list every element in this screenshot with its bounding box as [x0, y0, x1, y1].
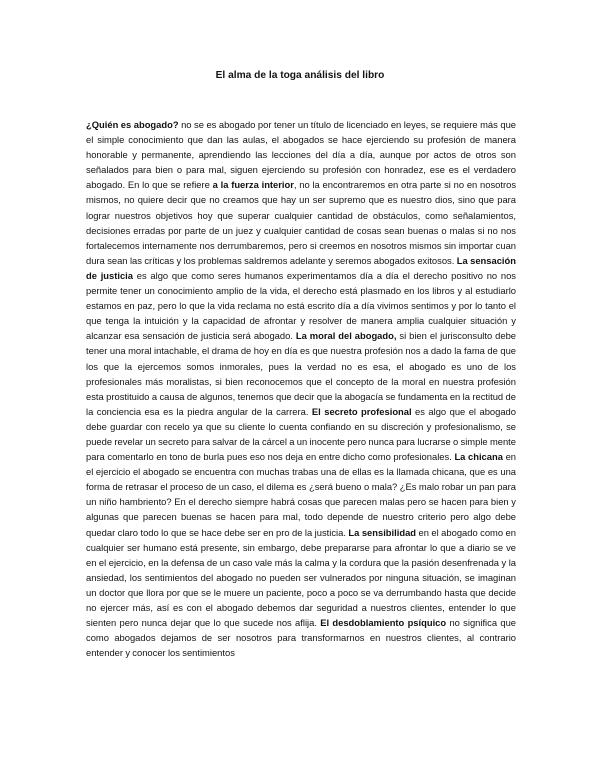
section-heading: La sensación de justicia: [86, 254, 516, 281]
section-text: no significa que como abogados dejamos de ser nosotros para transformarnos en nuestros clientes, al contrario entender y conocer los sentimientos: [86, 617, 516, 659]
document-title: El alma de la toga análisis del libro: [215, 70, 385, 81]
section-text: en el abogado como en cualquier ser humano está presente, sin embargo, debe prepararse para afrontar lo que a diario se ve en el ejercicio, en la defensa de un caso vale más la calma y la cordura que la pasión desenfrenada y la ansiedad, los sentimientos del abogado no pueden ser vulnerados por ninguna situación, se imaginan un doctor que llora por que se le muere un paciente, poco a poco se va derrumbando hasta que decide no ejercer más, así es con el abogado debemos dar seguridad a nuestros clientes, entender lo que sienten pero nunca dejar que lo que sucede nos aflija.: [86, 526, 516, 629]
document-body: [86, 117, 516, 660]
section-text: , no la encontraremos en otra parte si no en nosotros mismos, no quiere decir que no creamos que hay un ser supremo que es nuestro dios, sino que para lograr nuestros objetivos hoy que superar cualquier cantidad de obstáculos, como señalamientos, decisiones erradas por parte de un juez y cualquier cantidad de cosas sean buenas o malas si no nos fortalecemos internamente nos derrumbaremos, pero si creemos en nosotros mismos sin importar cuan dura sean las críticas y los problemas saldremos adelante y seremos abogados exitosos.: [86, 179, 517, 266]
body-paragraph: [86, 117, 516, 660]
section-text: no se es abogado por tener un título de licenciado en leyes, se requiere más que el simple conocimiento que dan las aulas, el abogados se hace ejerciendo su profesión de manera honorable y permanente, aprendiendo las lecciones del día a día, aunque por actos de otros son señalados para bien o para mal, siguen ejerciendo su profesión con honradez, ese es el verdadero abogado. En lo que se refiere: [86, 119, 516, 191]
section-heading: El desdoblamiento psíquico: [320, 617, 447, 629]
section-heading: a la fuerza interior: [212, 179, 294, 191]
section-text: es algo que el abogado debe guardar con recelo ya que su cliente lo cuenta confiando en su discreción y profesionalismo, se puede revelar un secreto para salvar de la cárcel a un inocente pero nunca para lucrarse o simple mente para comentarlo en tono de burla pues eso nos deja en entre dicho como profesionales.: [86, 405, 516, 463]
section-text: en el ejercicio el abogado se encuentra con muchas trabas una de ellas es la llamada chicana, que es una forma de retrasar el proceso de un caso, el dilema es ¿será bueno o mala? ¿Es malo robar un pan para un niño hambriento? En el derecho siempre habrá cosas que parecen malas pero se hacen para bien y algunas que parecen buenas se hacen para mal, todo depende de nuestro criterio pero algo debe quedar claro todo lo que se hace debe ser en pro de la justicia.: [86, 451, 517, 538]
section-heading: ¿Quién es abogado?: [86, 119, 179, 130]
section-heading: La chicana: [454, 451, 503, 463]
section-heading: La moral del abogado,: [295, 330, 397, 342]
section-heading: El secreto profesional: [311, 405, 412, 417]
section-text: si bien el jurisconsulto debe tener una moral intachable, el drama de hoy en día es que nuestra profesión nos a dado la fama de que los que la ejercemos somos inmorales, pues la verdad no es esa, el abogado es uno de los profesionales más moralistas, si bien reconocemos que el concepto de la moral en nuestra profesión esta prostituido a causa de algunos, tenemos que decir que la abogacía se fundamenta en la rectitud de la conciencia esa es la piedra angular de la carrera.: [86, 330, 516, 417]
section-heading: La sensibilidad: [348, 526, 417, 538]
section-text: es algo que como seres humanos experimentamos día a día el derecho positivo no nos permite tener un conocimiento amplio de la vida, el derecho está plasmado en los libros y al estudiarlo estamos en paz, pero lo que la vida reclama no está escrito día a día vivimos sentimos y por lo tanto el que tenga la intuición y la capacidad de afrontar y resolver de manera amplia cualquier situación y alcanzar esa sensación de justicia será abogado.: [86, 269, 516, 342]
